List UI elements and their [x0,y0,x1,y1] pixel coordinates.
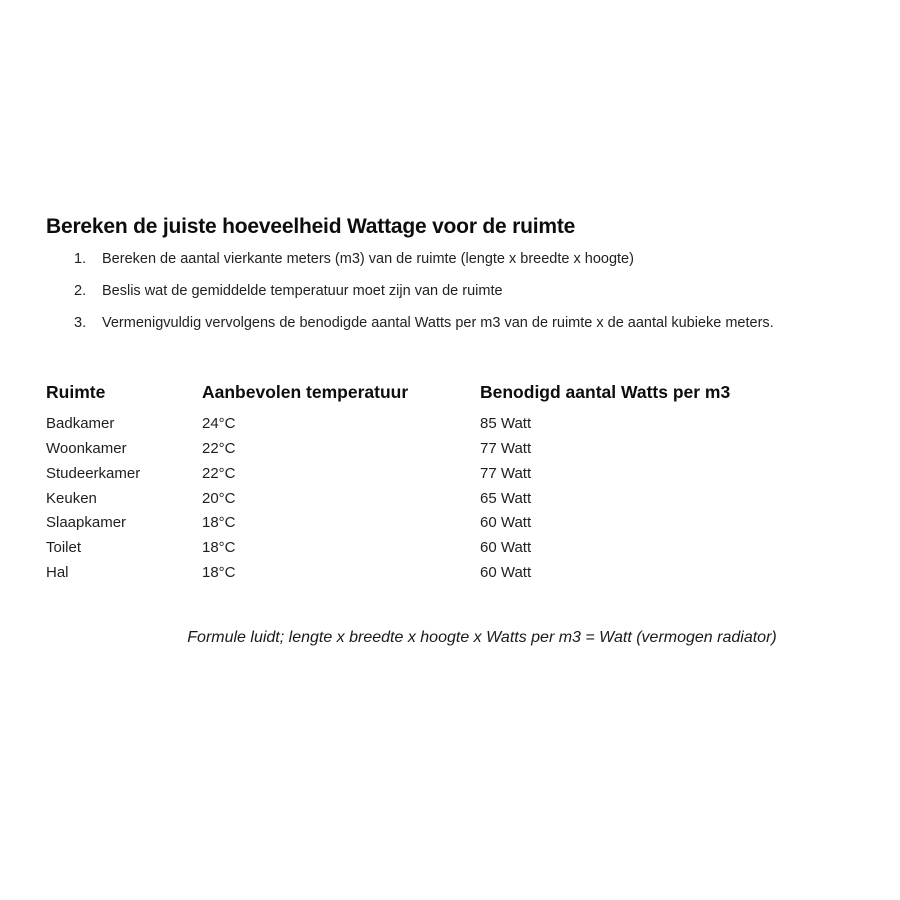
instruction-step-2: Beslis wat de gemiddelde temperatuur moet zijn van de ruimte [102,283,503,299]
cell-room: Toilet [46,539,82,557]
table-row [46,412,820,437]
formula-note: Formule luidt; lengte x breedte x hoogte x Watts per m3 = Watt (vermogen radiator) [187,629,777,646]
table-header-row [46,381,820,403]
cell-watts: 77 Watt [480,464,532,482]
cell-temp: 22°C [202,464,236,482]
cell-room: Keuken [46,489,97,507]
cell-room: Woonkamer [46,439,127,457]
wattage-table [46,381,820,586]
cell-temp: 18°C [202,539,236,557]
cell-temp: 20°C [202,489,236,507]
header-ruimte: Ruimte [46,382,106,402]
cell-watts: 77 Watt [480,439,532,457]
cell-room: Studeerkamer [46,464,141,482]
instruction-step-3: Vermenigvuldig vervolgens de benodigde aantal Watts per m3 van de ruimte x de aantal kubieke meters. [102,315,774,331]
header-watts: Benodigd aantal Watts per m3 [480,382,731,402]
cell-watts: 60 Watt [480,564,532,582]
table-row [46,536,820,561]
cell-room: Badkamer [46,415,115,432]
header-temperatuur: Aanbevolen temperatuur [202,382,409,402]
table-row [46,462,820,487]
table-row [46,561,820,586]
cell-temp: 22°C [202,439,236,457]
cell-watts: 60 Watt [480,514,532,532]
cell-room: Hal [46,564,69,582]
cell-temp: 18°C [202,514,236,532]
table-row [46,511,820,536]
instructions-list [74,250,774,346]
cell-temp: 24°C [202,415,236,432]
cell-watts: 60 Watt [480,539,532,557]
table-row [46,487,820,512]
instruction-step-1: Bereken de aantal vierkante meters (m3) van de ruimte (lengte x breedte x hoogte) [102,251,634,267]
page-title: Bereken de juiste hoeveelheid Wattage voor de ruimte [46,215,576,239]
table-row [46,437,820,462]
cell-room: Slaapkamer [46,514,127,532]
cell-watts: 85 Watt [480,415,532,432]
cell-temp: 18°C [202,564,236,582]
cell-watts: 65 Watt [480,489,532,507]
